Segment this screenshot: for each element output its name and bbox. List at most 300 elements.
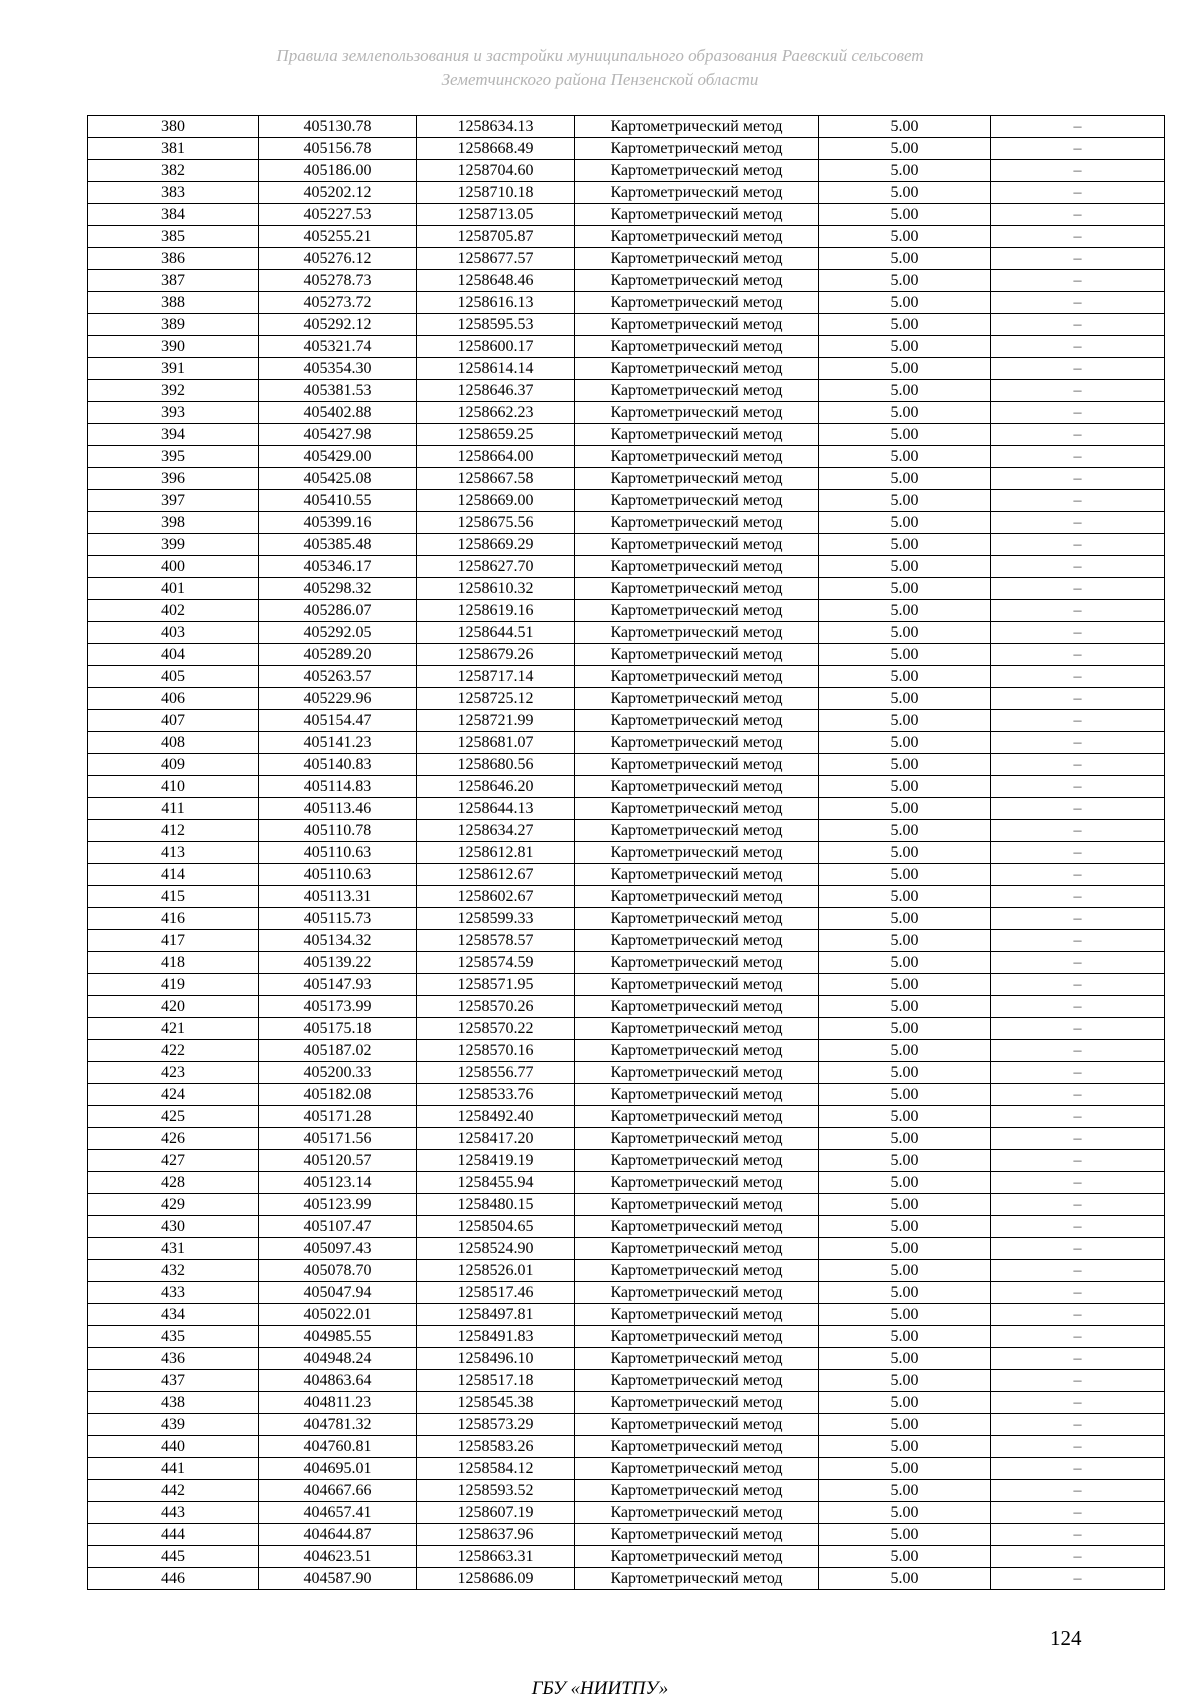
table-row [88, 138, 1165, 160]
y-coordinate-cell: 1258419.19 [417, 1150, 575, 1172]
method-cell: Картометрический метод [575, 644, 819, 666]
x-coordinate-cell: 404623.51 [259, 1546, 417, 1568]
note-cell: – [991, 864, 1165, 886]
y-coordinate-cell: 1258570.26 [417, 996, 575, 1018]
point-number-cell: 416 [88, 908, 259, 930]
note-cell: – [991, 578, 1165, 600]
point-number-cell: 382 [88, 160, 259, 182]
x-coordinate-cell: 405286.07 [259, 600, 417, 622]
point-number-cell: 401 [88, 578, 259, 600]
x-coordinate-cell: 405107.47 [259, 1216, 417, 1238]
accuracy-cell: 5.00 [819, 974, 991, 996]
table-row [88, 1348, 1165, 1370]
table-row [88, 1480, 1165, 1502]
note-cell: – [991, 1172, 1165, 1194]
point-number-cell: 424 [88, 1084, 259, 1106]
y-coordinate-cell: 1258663.31 [417, 1546, 575, 1568]
point-number-cell: 430 [88, 1216, 259, 1238]
accuracy-cell: 5.00 [819, 1414, 991, 1436]
method-cell: Картометрический метод [575, 1062, 819, 1084]
accuracy-cell: 5.00 [819, 1062, 991, 1084]
accuracy-cell: 5.00 [819, 622, 991, 644]
note-cell: – [991, 732, 1165, 754]
table-row [88, 842, 1165, 864]
note-cell: – [991, 402, 1165, 424]
method-cell: Картометрический метод [575, 1194, 819, 1216]
point-number-cell: 421 [88, 1018, 259, 1040]
point-number-cell: 381 [88, 138, 259, 160]
y-coordinate-cell: 1258612.67 [417, 864, 575, 886]
y-coordinate-cell: 1258634.13 [417, 116, 575, 138]
x-coordinate-cell: 405154.47 [259, 710, 417, 732]
x-coordinate-cell: 404657.41 [259, 1502, 417, 1524]
table-row [88, 754, 1165, 776]
point-number-cell: 398 [88, 512, 259, 534]
table-row [88, 1414, 1165, 1436]
method-cell: Картометрический метод [575, 1392, 819, 1414]
table-row [88, 490, 1165, 512]
accuracy-cell: 5.00 [819, 600, 991, 622]
note-cell: – [991, 908, 1165, 930]
y-coordinate-cell: 1258725.12 [417, 688, 575, 710]
point-number-cell: 399 [88, 534, 259, 556]
point-number-cell: 397 [88, 490, 259, 512]
method-cell: Картометрический метод [575, 1348, 819, 1370]
accuracy-cell: 5.00 [819, 270, 991, 292]
method-cell: Картометрический метод [575, 1370, 819, 1392]
x-coordinate-cell: 405346.17 [259, 556, 417, 578]
x-coordinate-cell: 404985.55 [259, 1326, 417, 1348]
x-coordinate-cell: 405200.33 [259, 1062, 417, 1084]
y-coordinate-cell: 1258721.99 [417, 710, 575, 732]
table-row [88, 666, 1165, 688]
note-cell: – [991, 974, 1165, 996]
note-cell: – [991, 930, 1165, 952]
accuracy-cell: 5.00 [819, 798, 991, 820]
point-number-cell: 441 [88, 1458, 259, 1480]
accuracy-cell: 5.00 [819, 468, 991, 490]
x-coordinate-cell: 405186.00 [259, 160, 417, 182]
y-coordinate-cell: 1258669.29 [417, 534, 575, 556]
y-coordinate-cell: 1258583.26 [417, 1436, 575, 1458]
accuracy-cell: 5.00 [819, 490, 991, 512]
method-cell: Картометрический метод [575, 534, 819, 556]
y-coordinate-cell: 1258646.37 [417, 380, 575, 402]
table-row [88, 1458, 1165, 1480]
y-coordinate-cell: 1258710.18 [417, 182, 575, 204]
note-cell: – [991, 1348, 1165, 1370]
x-coordinate-cell: 405134.32 [259, 930, 417, 952]
note-cell: – [991, 600, 1165, 622]
x-coordinate-cell: 404760.81 [259, 1436, 417, 1458]
y-coordinate-cell: 1258614.14 [417, 358, 575, 380]
point-number-cell: 413 [88, 842, 259, 864]
accuracy-cell: 5.00 [819, 138, 991, 160]
table-row [88, 820, 1165, 842]
table-row [88, 996, 1165, 1018]
note-cell: – [991, 204, 1165, 226]
accuracy-cell: 5.00 [819, 754, 991, 776]
point-number-cell: 422 [88, 1040, 259, 1062]
note-cell: – [991, 1414, 1165, 1436]
x-coordinate-cell: 405425.08 [259, 468, 417, 490]
method-cell: Картометрический метод [575, 336, 819, 358]
point-number-cell: 425 [88, 1106, 259, 1128]
x-coordinate-cell: 405410.55 [259, 490, 417, 512]
accuracy-cell: 5.00 [819, 534, 991, 556]
x-coordinate-cell: 405175.18 [259, 1018, 417, 1040]
note-cell: – [991, 1370, 1165, 1392]
x-coordinate-cell: 405385.48 [259, 534, 417, 556]
method-cell: Картометрический метод [575, 622, 819, 644]
accuracy-cell: 5.00 [819, 248, 991, 270]
note-cell: – [991, 1238, 1165, 1260]
point-number-cell: 436 [88, 1348, 259, 1370]
note-cell: – [991, 1040, 1165, 1062]
point-number-cell: 393 [88, 402, 259, 424]
method-cell: Картометрический метод [575, 600, 819, 622]
point-number-cell: 396 [88, 468, 259, 490]
table-row [88, 1040, 1165, 1062]
accuracy-cell: 5.00 [819, 842, 991, 864]
x-coordinate-cell: 405289.20 [259, 644, 417, 666]
y-coordinate-cell: 1258556.77 [417, 1062, 575, 1084]
y-coordinate-cell: 1258571.95 [417, 974, 575, 996]
method-cell: Картометрический метод [575, 468, 819, 490]
method-cell: Картометрический метод [575, 666, 819, 688]
y-coordinate-cell: 1258637.96 [417, 1524, 575, 1546]
y-coordinate-cell: 1258644.51 [417, 622, 575, 644]
table-row [88, 1238, 1165, 1260]
note-cell: – [991, 666, 1165, 688]
x-coordinate-cell: 405171.28 [259, 1106, 417, 1128]
point-number-cell: 402 [88, 600, 259, 622]
table-row [88, 974, 1165, 996]
y-coordinate-cell: 1258667.58 [417, 468, 575, 490]
note-cell: – [991, 1436, 1165, 1458]
y-coordinate-cell: 1258524.90 [417, 1238, 575, 1260]
table-row [88, 930, 1165, 952]
point-number-cell: 390 [88, 336, 259, 358]
x-coordinate-cell: 405278.73 [259, 270, 417, 292]
table-row [88, 1370, 1165, 1392]
method-cell: Картометрический метод [575, 974, 819, 996]
x-coordinate-cell: 405173.99 [259, 996, 417, 1018]
table-row [88, 468, 1165, 490]
accuracy-cell: 5.00 [819, 1568, 991, 1590]
method-cell: Картометрический метод [575, 1524, 819, 1546]
accuracy-cell: 5.00 [819, 1150, 991, 1172]
y-coordinate-cell: 1258602.67 [417, 886, 575, 908]
point-number-cell: 432 [88, 1260, 259, 1282]
method-cell: Картометрический метод [575, 886, 819, 908]
point-number-cell: 380 [88, 116, 259, 138]
accuracy-cell: 5.00 [819, 820, 991, 842]
accuracy-cell: 5.00 [819, 116, 991, 138]
y-coordinate-cell: 1258517.46 [417, 1282, 575, 1304]
y-coordinate-cell: 1258634.27 [417, 820, 575, 842]
table-row [88, 1524, 1165, 1546]
point-number-cell: 395 [88, 446, 259, 468]
table-row [88, 1260, 1165, 1282]
table-row [88, 204, 1165, 226]
accuracy-cell: 5.00 [819, 732, 991, 754]
method-cell: Картометрический метод [575, 798, 819, 820]
note-cell: – [991, 886, 1165, 908]
y-coordinate-cell: 1258533.76 [417, 1084, 575, 1106]
accuracy-cell: 5.00 [819, 1194, 991, 1216]
note-cell: – [991, 1502, 1165, 1524]
table-row [88, 1084, 1165, 1106]
accuracy-cell: 5.00 [819, 1546, 991, 1568]
accuracy-cell: 5.00 [819, 182, 991, 204]
y-coordinate-cell: 1258570.22 [417, 1018, 575, 1040]
accuracy-cell: 5.00 [819, 1392, 991, 1414]
note-cell: – [991, 1150, 1165, 1172]
table-row [88, 512, 1165, 534]
point-number-cell: 434 [88, 1304, 259, 1326]
y-coordinate-cell: 1258677.57 [417, 248, 575, 270]
accuracy-cell: 5.00 [819, 1480, 991, 1502]
accuracy-cell: 5.00 [819, 1326, 991, 1348]
x-coordinate-cell: 405427.98 [259, 424, 417, 446]
y-coordinate-cell: 1258593.52 [417, 1480, 575, 1502]
method-cell: Картометрический метод [575, 776, 819, 798]
accuracy-cell: 5.00 [819, 1128, 991, 1150]
point-number-cell: 443 [88, 1502, 259, 1524]
y-coordinate-cell: 1258681.07 [417, 732, 575, 754]
x-coordinate-cell: 404948.24 [259, 1348, 417, 1370]
y-coordinate-cell: 1258492.40 [417, 1106, 575, 1128]
y-coordinate-cell: 1258713.05 [417, 204, 575, 226]
note-cell: – [991, 1084, 1165, 1106]
table-row [88, 358, 1165, 380]
point-number-cell: 407 [88, 710, 259, 732]
point-number-cell: 389 [88, 314, 259, 336]
method-cell: Картометрический метод [575, 754, 819, 776]
point-number-cell: 410 [88, 776, 259, 798]
point-number-cell: 428 [88, 1172, 259, 1194]
document-header [0, 44, 1200, 92]
table-row [88, 798, 1165, 820]
method-cell: Картометрический метод [575, 1414, 819, 1436]
x-coordinate-cell: 405227.53 [259, 204, 417, 226]
table-row [88, 600, 1165, 622]
accuracy-cell: 5.00 [819, 864, 991, 886]
y-coordinate-cell: 1258662.23 [417, 402, 575, 424]
note-cell: – [991, 336, 1165, 358]
method-cell: Картометрический метод [575, 138, 819, 160]
y-coordinate-cell: 1258648.46 [417, 270, 575, 292]
table-row [88, 688, 1165, 710]
method-cell: Картометрический метод [575, 952, 819, 974]
x-coordinate-cell: 404644.87 [259, 1524, 417, 1546]
note-cell: – [991, 314, 1165, 336]
note-cell: – [991, 1106, 1165, 1128]
point-number-cell: 445 [88, 1546, 259, 1568]
method-cell: Картометрический метод [575, 1216, 819, 1238]
accuracy-cell: 5.00 [819, 710, 991, 732]
x-coordinate-cell: 405298.32 [259, 578, 417, 600]
table-row [88, 446, 1165, 468]
method-cell: Картометрический метод [575, 908, 819, 930]
method-cell: Картометрический метод [575, 490, 819, 512]
method-cell: Картометрический метод [575, 1458, 819, 1480]
x-coordinate-cell: 405097.43 [259, 1238, 417, 1260]
x-coordinate-cell: 405402.88 [259, 402, 417, 424]
x-coordinate-cell: 405139.22 [259, 952, 417, 974]
method-cell: Картометрический метод [575, 1106, 819, 1128]
y-coordinate-cell: 1258680.56 [417, 754, 575, 776]
note-cell: – [991, 1546, 1165, 1568]
point-number-cell: 387 [88, 270, 259, 292]
accuracy-cell: 5.00 [819, 512, 991, 534]
note-cell: – [991, 512, 1165, 534]
table-row [88, 336, 1165, 358]
table-row [88, 644, 1165, 666]
x-coordinate-cell: 405354.30 [259, 358, 417, 380]
point-number-cell: 384 [88, 204, 259, 226]
table-row [88, 1282, 1165, 1304]
method-cell: Картометрический метод [575, 292, 819, 314]
table-row [88, 534, 1165, 556]
point-number-cell: 418 [88, 952, 259, 974]
point-number-cell: 426 [88, 1128, 259, 1150]
table-row [88, 1436, 1165, 1458]
method-cell: Картометрический метод [575, 1172, 819, 1194]
method-cell: Картометрический метод [575, 1040, 819, 1062]
y-coordinate-cell: 1258600.17 [417, 336, 575, 358]
table-row [88, 402, 1165, 424]
point-number-cell: 431 [88, 1238, 259, 1260]
y-coordinate-cell: 1258704.60 [417, 160, 575, 182]
note-cell: – [991, 1062, 1165, 1084]
point-number-cell: 414 [88, 864, 259, 886]
table-row [88, 1194, 1165, 1216]
point-number-cell: 412 [88, 820, 259, 842]
y-coordinate-cell: 1258504.65 [417, 1216, 575, 1238]
table-row [88, 556, 1165, 578]
table-row [88, 1304, 1165, 1326]
header-line-2: Земетчинского района Пензенской области [441, 70, 759, 89]
accuracy-cell: 5.00 [819, 666, 991, 688]
note-cell: – [991, 424, 1165, 446]
method-cell: Картометрический метод [575, 226, 819, 248]
table-row [88, 578, 1165, 600]
point-number-cell: 417 [88, 930, 259, 952]
table-row [88, 424, 1165, 446]
method-cell: Картометрический метод [575, 314, 819, 336]
point-number-cell: 388 [88, 292, 259, 314]
x-coordinate-cell: 405255.21 [259, 226, 417, 248]
accuracy-cell: 5.00 [819, 1348, 991, 1370]
accuracy-cell: 5.00 [819, 446, 991, 468]
x-coordinate-cell: 405110.63 [259, 842, 417, 864]
table-row [88, 1568, 1165, 1590]
accuracy-cell: 5.00 [819, 1238, 991, 1260]
point-number-cell: 411 [88, 798, 259, 820]
table-row [88, 1216, 1165, 1238]
y-coordinate-cell: 1258686.09 [417, 1568, 575, 1590]
x-coordinate-cell: 405171.56 [259, 1128, 417, 1150]
note-cell: – [991, 138, 1165, 160]
y-coordinate-cell: 1258491.83 [417, 1326, 575, 1348]
method-cell: Картометрический метод [575, 380, 819, 402]
accuracy-cell: 5.00 [819, 1524, 991, 1546]
table-row [88, 116, 1165, 138]
x-coordinate-cell: 404811.23 [259, 1392, 417, 1414]
method-cell: Картометрический метод [575, 512, 819, 534]
y-coordinate-cell: 1258578.57 [417, 930, 575, 952]
accuracy-cell: 5.00 [819, 886, 991, 908]
accuracy-cell: 5.00 [819, 314, 991, 336]
y-coordinate-cell: 1258669.00 [417, 490, 575, 512]
point-number-cell: 405 [88, 666, 259, 688]
point-number-cell: 406 [88, 688, 259, 710]
method-cell: Картометрический метод [575, 1150, 819, 1172]
y-coordinate-cell: 1258584.12 [417, 1458, 575, 1480]
accuracy-cell: 5.00 [819, 226, 991, 248]
accuracy-cell: 5.00 [819, 204, 991, 226]
x-coordinate-cell: 405399.16 [259, 512, 417, 534]
y-coordinate-cell: 1258517.18 [417, 1370, 575, 1392]
x-coordinate-cell: 405202.12 [259, 182, 417, 204]
method-cell: Картометрический метод [575, 204, 819, 226]
point-number-cell: 409 [88, 754, 259, 776]
method-cell: Картометрический метод [575, 864, 819, 886]
note-cell: – [991, 1282, 1165, 1304]
note-cell: – [991, 380, 1165, 402]
y-coordinate-cell: 1258573.29 [417, 1414, 575, 1436]
point-number-cell: 439 [88, 1414, 259, 1436]
table-row [88, 160, 1165, 182]
point-number-cell: 415 [88, 886, 259, 908]
table-row [88, 1128, 1165, 1150]
note-cell: – [991, 1458, 1165, 1480]
method-cell: Картометрический метод [575, 446, 819, 468]
accuracy-cell: 5.00 [819, 1458, 991, 1480]
point-number-cell: 394 [88, 424, 259, 446]
y-coordinate-cell: 1258644.13 [417, 798, 575, 820]
method-cell: Картометрический метод [575, 1260, 819, 1282]
x-coordinate-cell: 405113.46 [259, 798, 417, 820]
method-cell: Картометрический метод [575, 1326, 819, 1348]
y-coordinate-cell: 1258480.15 [417, 1194, 575, 1216]
method-cell: Картометрический метод [575, 1546, 819, 1568]
y-coordinate-cell: 1258570.16 [417, 1040, 575, 1062]
method-cell: Картометрический метод [575, 1304, 819, 1326]
method-cell: Картометрический метод [575, 248, 819, 270]
note-cell: – [991, 1216, 1165, 1238]
point-number-cell: 442 [88, 1480, 259, 1502]
accuracy-cell: 5.00 [819, 952, 991, 974]
x-coordinate-cell: 405110.78 [259, 820, 417, 842]
y-coordinate-cell: 1258497.81 [417, 1304, 575, 1326]
x-coordinate-cell: 405147.93 [259, 974, 417, 996]
accuracy-cell: 5.00 [819, 1172, 991, 1194]
method-cell: Картометрический метод [575, 270, 819, 292]
note-cell: – [991, 226, 1165, 248]
table-row [88, 270, 1165, 292]
note-cell: – [991, 160, 1165, 182]
accuracy-cell: 5.00 [819, 556, 991, 578]
accuracy-cell: 5.00 [819, 1282, 991, 1304]
x-coordinate-cell: 405047.94 [259, 1282, 417, 1304]
method-cell: Картометрический метод [575, 1018, 819, 1040]
footer-organization: ГБУ «НИИТПУ» [531, 1678, 669, 1699]
table-row [88, 380, 1165, 402]
note-cell: – [991, 952, 1165, 974]
